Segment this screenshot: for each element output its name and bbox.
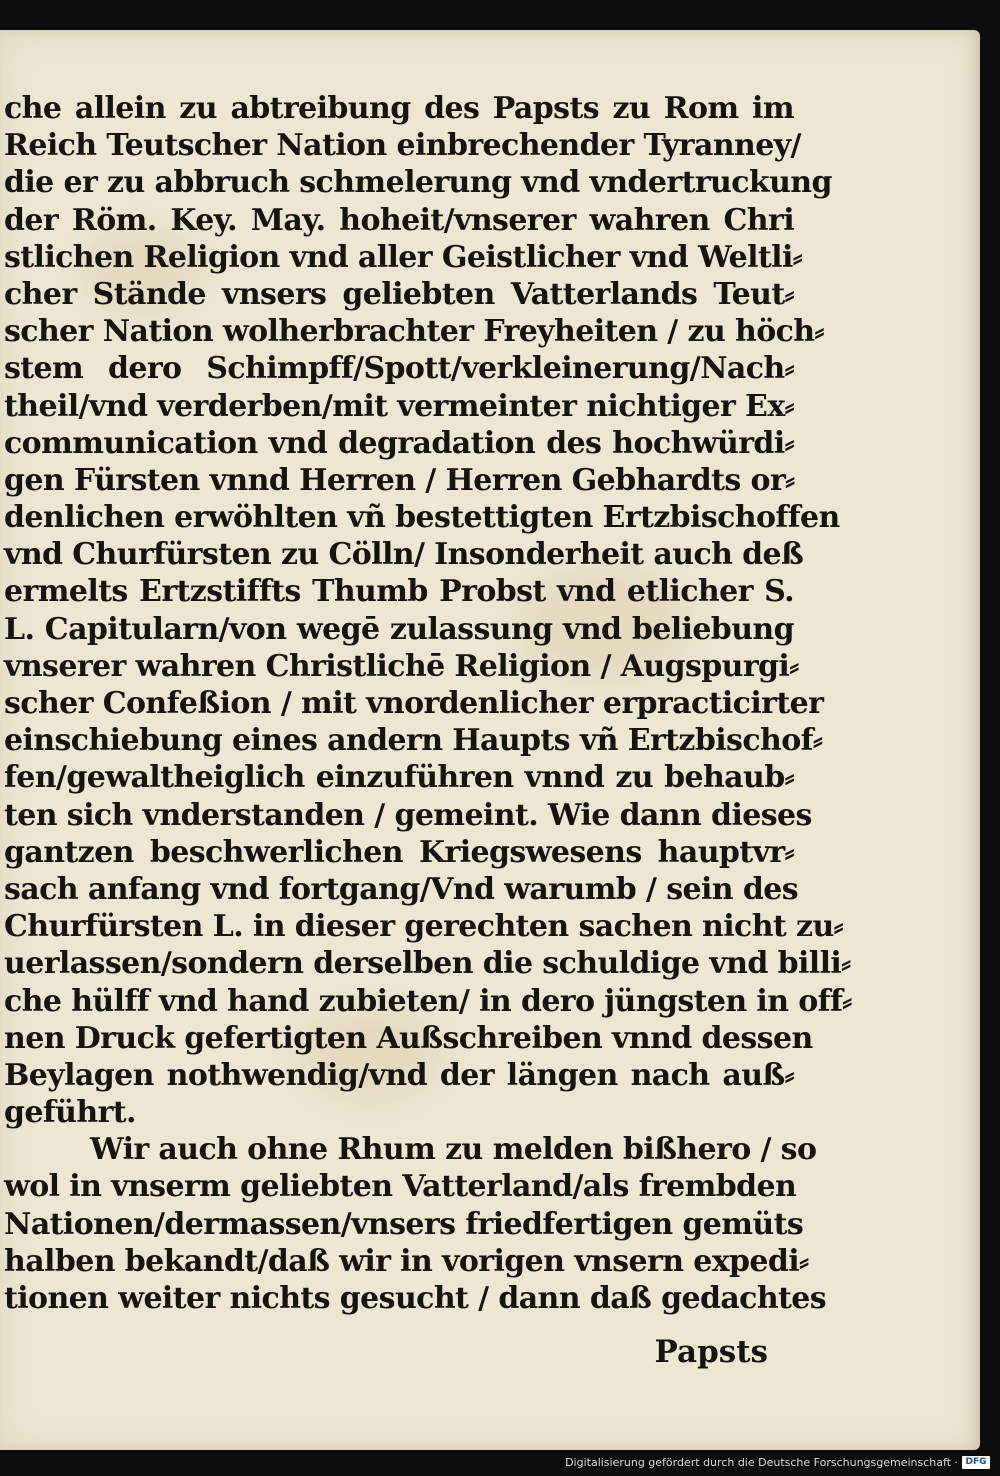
text-line: stem dero Schimpff/Spott/verkleinerung/Nach⸗ xyxy=(4,351,794,387)
text-line: communication vnd degradation des hochwürdi⸗ xyxy=(4,425,794,461)
text-line: scher Nation wolherbrachter Freyheiten / zu höch⸗ xyxy=(4,314,824,350)
text-line: sach anfang vnd fortgang/Vnd warumb / sein des xyxy=(4,871,799,907)
text-line: ten sich vnderstanden / gemeint. Wie dann dieses xyxy=(4,797,812,833)
text-line: wol in vnserm geliebten Vatterland/als frembden xyxy=(4,1169,797,1205)
text-line: vnd Churfürsten zu Cölln/ Insonderheit auch deß xyxy=(4,537,804,573)
text-line: uerlassen/sondern derselben die schuldige vnd billi⸗ xyxy=(4,946,851,982)
paragraph-start-line: Wir auch ohne Rhum zu melden bißhero / so xyxy=(90,1132,817,1168)
text-line: der Röm. Key. May. hoheit/vnserer wahren Chri xyxy=(4,202,794,238)
text-line: Reich Teutscher Nation einbrechender Tyranney/ xyxy=(4,128,801,164)
footer-credit-text: Digitalisierung gefördert durch die Deutsche Forschungsgemeinschaft · xyxy=(565,1455,958,1469)
page-text-block xyxy=(4,90,852,1317)
text-line: halben bekandt/daß wir in vorigen vnsern expedi⸗ xyxy=(4,1243,809,1279)
text-line: die er zu abbruch schmelerung vnd vndertruckung xyxy=(4,165,832,201)
text-line: fen/gewaltheiglich einzuführen vnnd zu behaub⸗ xyxy=(4,760,794,796)
text-line: gen Fürsten vnnd Herren / Herren Gebhardts or⸗ xyxy=(4,462,795,498)
dfg-logo-icon: DFG xyxy=(962,1456,990,1469)
text-line: stlichen Religion vnd aller Geistlicher vnd Weltli⸗ xyxy=(4,239,803,275)
text-line: scher Confeßion / mit vnordenlicher erpracticirter xyxy=(4,686,824,721)
text-line: cher Stände vnsers geliebten Vatterlands Teut⸗ xyxy=(4,276,794,312)
text-line: ermelts Ertzstiffts Thumb Probst vnd etlicher S. xyxy=(4,574,794,610)
text-line: gantzen beschwerlichen Kriegswesens hauptvr⸗ xyxy=(4,834,794,870)
book-page xyxy=(0,30,980,1450)
text-line: che hülff vnd hand zubieten/ in dero jüngsten in off⸗ xyxy=(4,983,852,1019)
text-line: geführt. xyxy=(4,1095,136,1131)
text-line: vnserer wahren Christlichē Religion / Augspurgi⸗ xyxy=(4,648,799,684)
text-line: einschiebung eines andern Haupts vñ Ertzbischof⸗ xyxy=(4,723,823,759)
text-line: tionen weiter nichts gesucht / dann daß gedachtes xyxy=(4,1281,827,1316)
digitization-footer xyxy=(565,1454,990,1470)
text-line: denlichen erwöhlten vñ bestettigten Ertzbischoffen xyxy=(4,500,840,536)
text-line: Beylagen nothwendig/vnd der längen nach auß⸗ xyxy=(4,1057,794,1093)
text-line: che allein zu abtreibung des Papsts zu Rom im xyxy=(4,91,794,126)
text-line: Churfürsten L. in dieser gerechten sachen nicht zu⸗ xyxy=(4,909,844,945)
text-line: theil/vnd verderben/mit vermeinter nichtiger Ex⸗ xyxy=(4,388,794,424)
catchword: Papsts xyxy=(654,1334,768,1370)
text-line: L. Capitularn/von wegē zulassung vnd beliebung xyxy=(4,611,794,647)
text-line: nen Druck gefertigten Außschreiben vnnd dessen xyxy=(4,1020,813,1056)
text-line: Nationen/dermassen/vnsers friedfertigen gemüts xyxy=(4,1206,804,1242)
